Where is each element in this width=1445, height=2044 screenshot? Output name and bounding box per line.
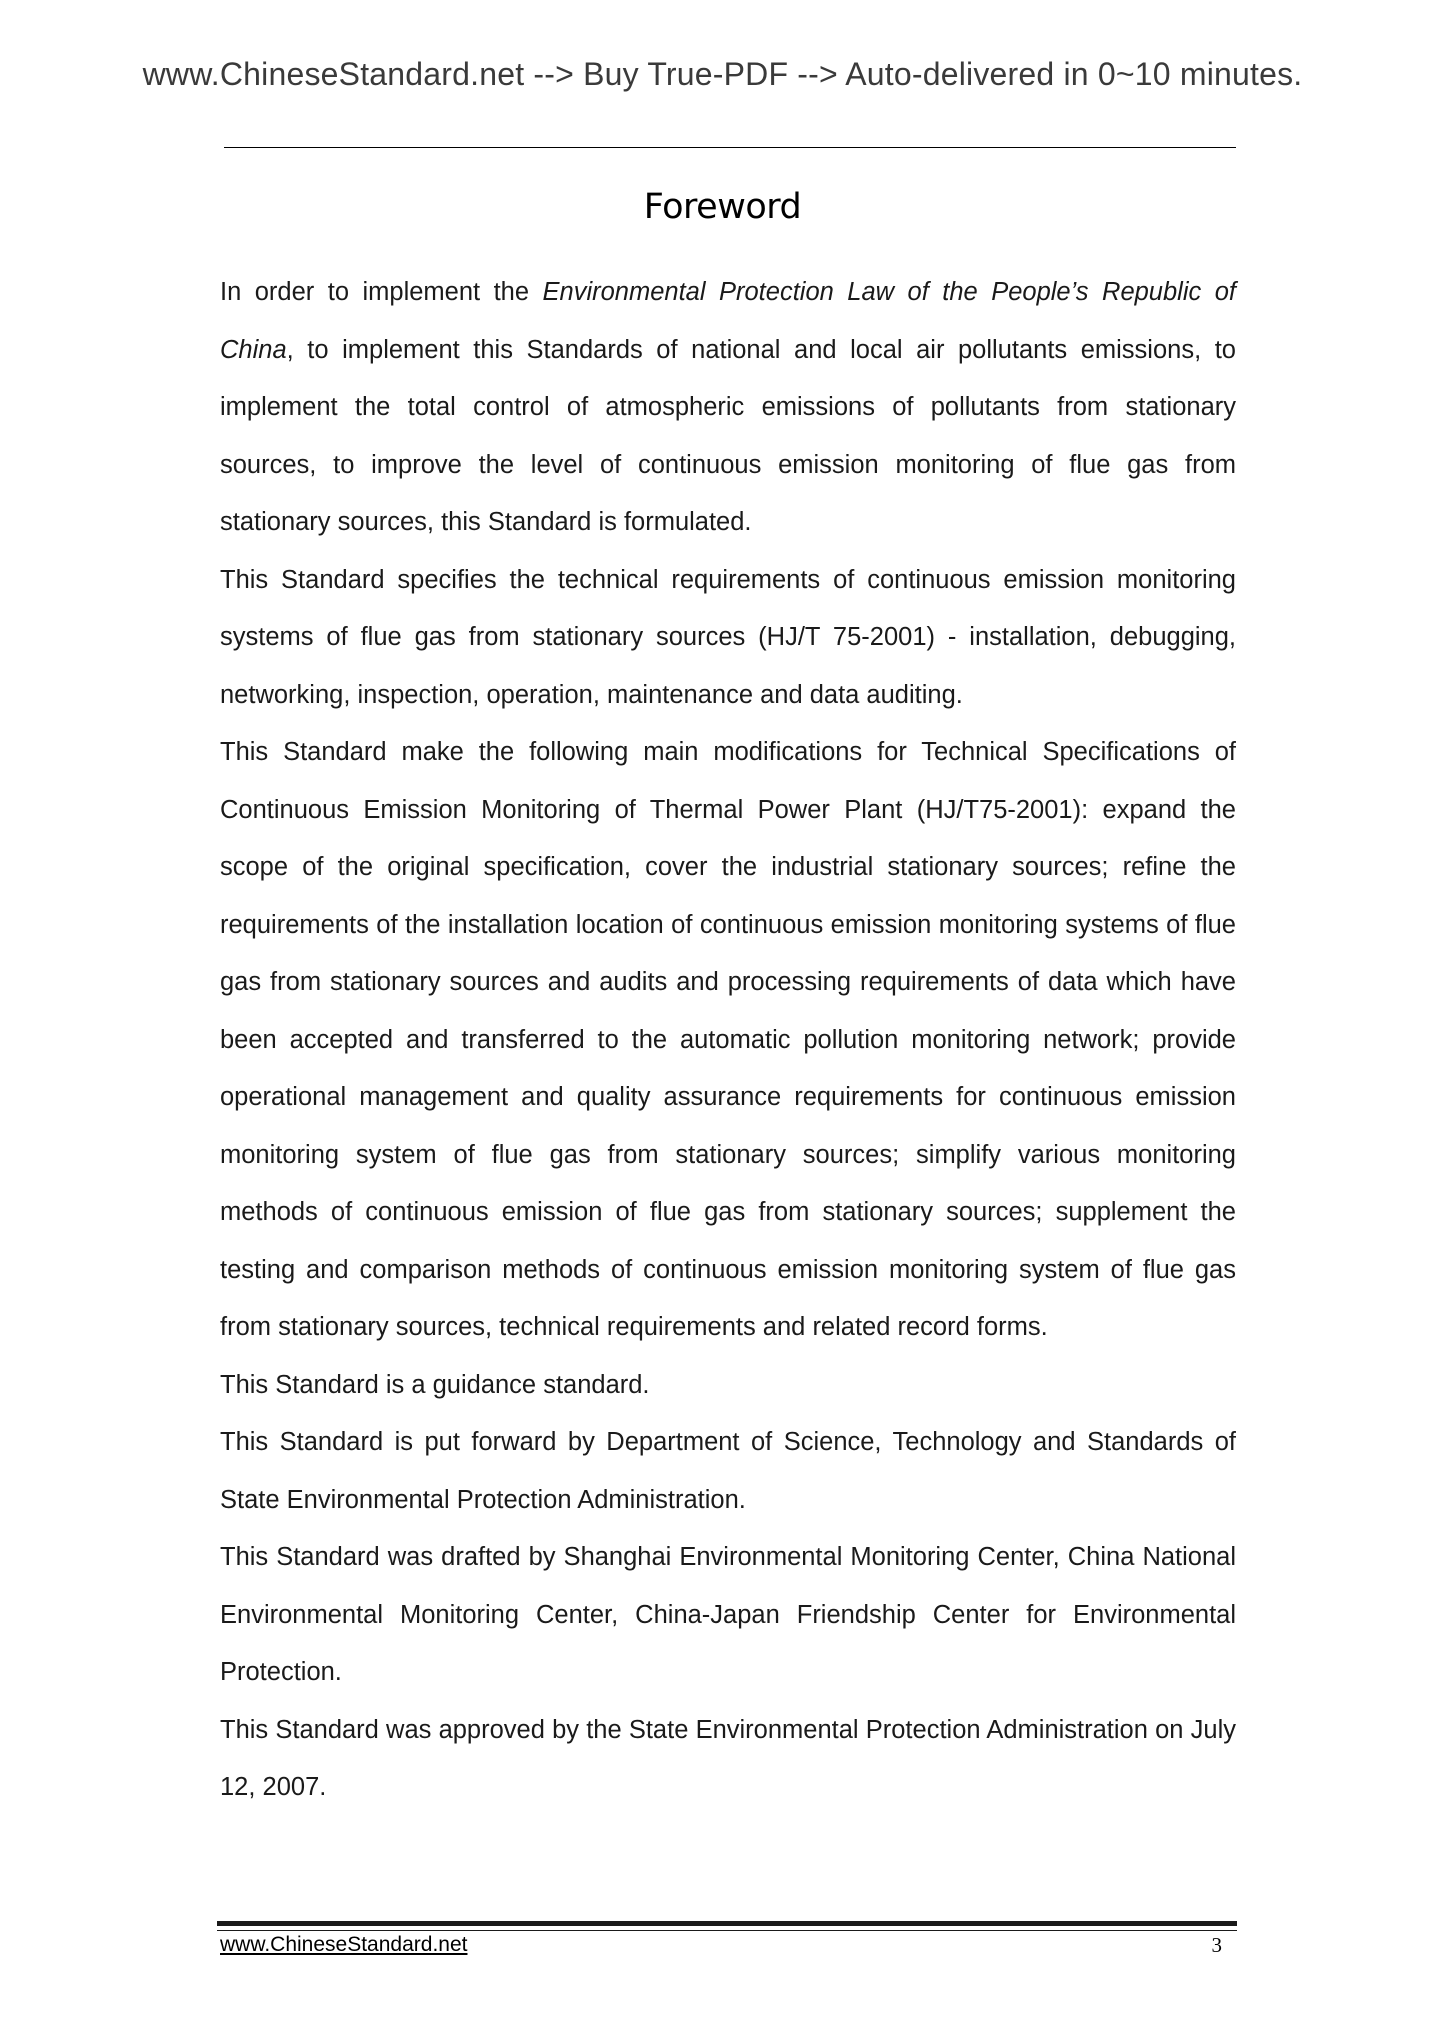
document-body bbox=[220, 264, 1236, 1817]
paragraph-text: , to implement this Standards of national and local air pollutants emissions, to implement the total control of atmospheric emissions of pollutants from stationary sources, to improve the level of continuous emission monitoring of flue gas from stationary sources, this Standard is formulated. bbox=[220, 335, 1236, 536]
paragraph-drafted: This Standard was drafted by Shanghai Environmental Monitoring Center, China National Environmental Monitoring Center, China-Japan Friendship Center for Environmental Protection. bbox=[220, 1543, 1236, 1686]
site-banner: www.ChineseStandard.net --> Buy True-PDF --> Auto-delivered in 0~10 minutes. bbox=[142, 56, 1303, 92]
paragraph-text: In order to implement the bbox=[220, 278, 543, 306]
paragraph-purpose bbox=[220, 264, 1236, 552]
law-title: Environmental Protection Law of the People’s Republic of China bbox=[220, 278, 1236, 364]
page-number: 3 bbox=[1211, 1933, 1222, 1957]
paragraph-approved: This Standard was approved by the State Environmental Protection Administration on July 12, 2007. bbox=[220, 1715, 1236, 1801]
footer-rule-thick bbox=[217, 1921, 1237, 1926]
paragraph-put-forward: This Standard is put forward by Department of Science, Technology and Standards of State Environmental Protection Administration. bbox=[220, 1428, 1236, 1514]
header-rule bbox=[224, 147, 1236, 148]
paragraph-modifications: This Standard make the following main modifications for Technical Specifications of Continuous Emission Monitoring of Thermal Power Plant (HJ/T75-2001): expand the scope of the original specification, cover the industrial stationary sources; refine the requirements of the installation location of continuous emission monitoring systems of flue gas from stationary sources and audits and processing requirements of data which have been accepted and transferred to the automatic pollution monitoring network; provide operational management and quality assurance requirements for continuous emission monitoring system of flue gas from stationary sources; simplify various monitoring methods of continuous emission of flue gas from stationary sources; supplement the testing and comparison methods of continuous emission monitoring system of flue gas from stationary sources, technical requirements and related record forms. bbox=[220, 738, 1236, 1341]
footer-site-link[interactable]: www.ChineseStandard.net bbox=[220, 1933, 468, 1956]
footer-rule-thin bbox=[217, 1930, 1237, 1931]
paragraph-scope: This Standard specifies the technical requirements of continuous emission monitoring systems of flue gas from stationary sources (HJ/T 75-2001) - installation, debugging, networking, inspection, operation, maintenance and data auditing. bbox=[220, 565, 1236, 709]
page-title: Foreword bbox=[643, 187, 802, 227]
paragraph-guidance: This Standard is a guidance standard. bbox=[220, 1370, 650, 1399]
